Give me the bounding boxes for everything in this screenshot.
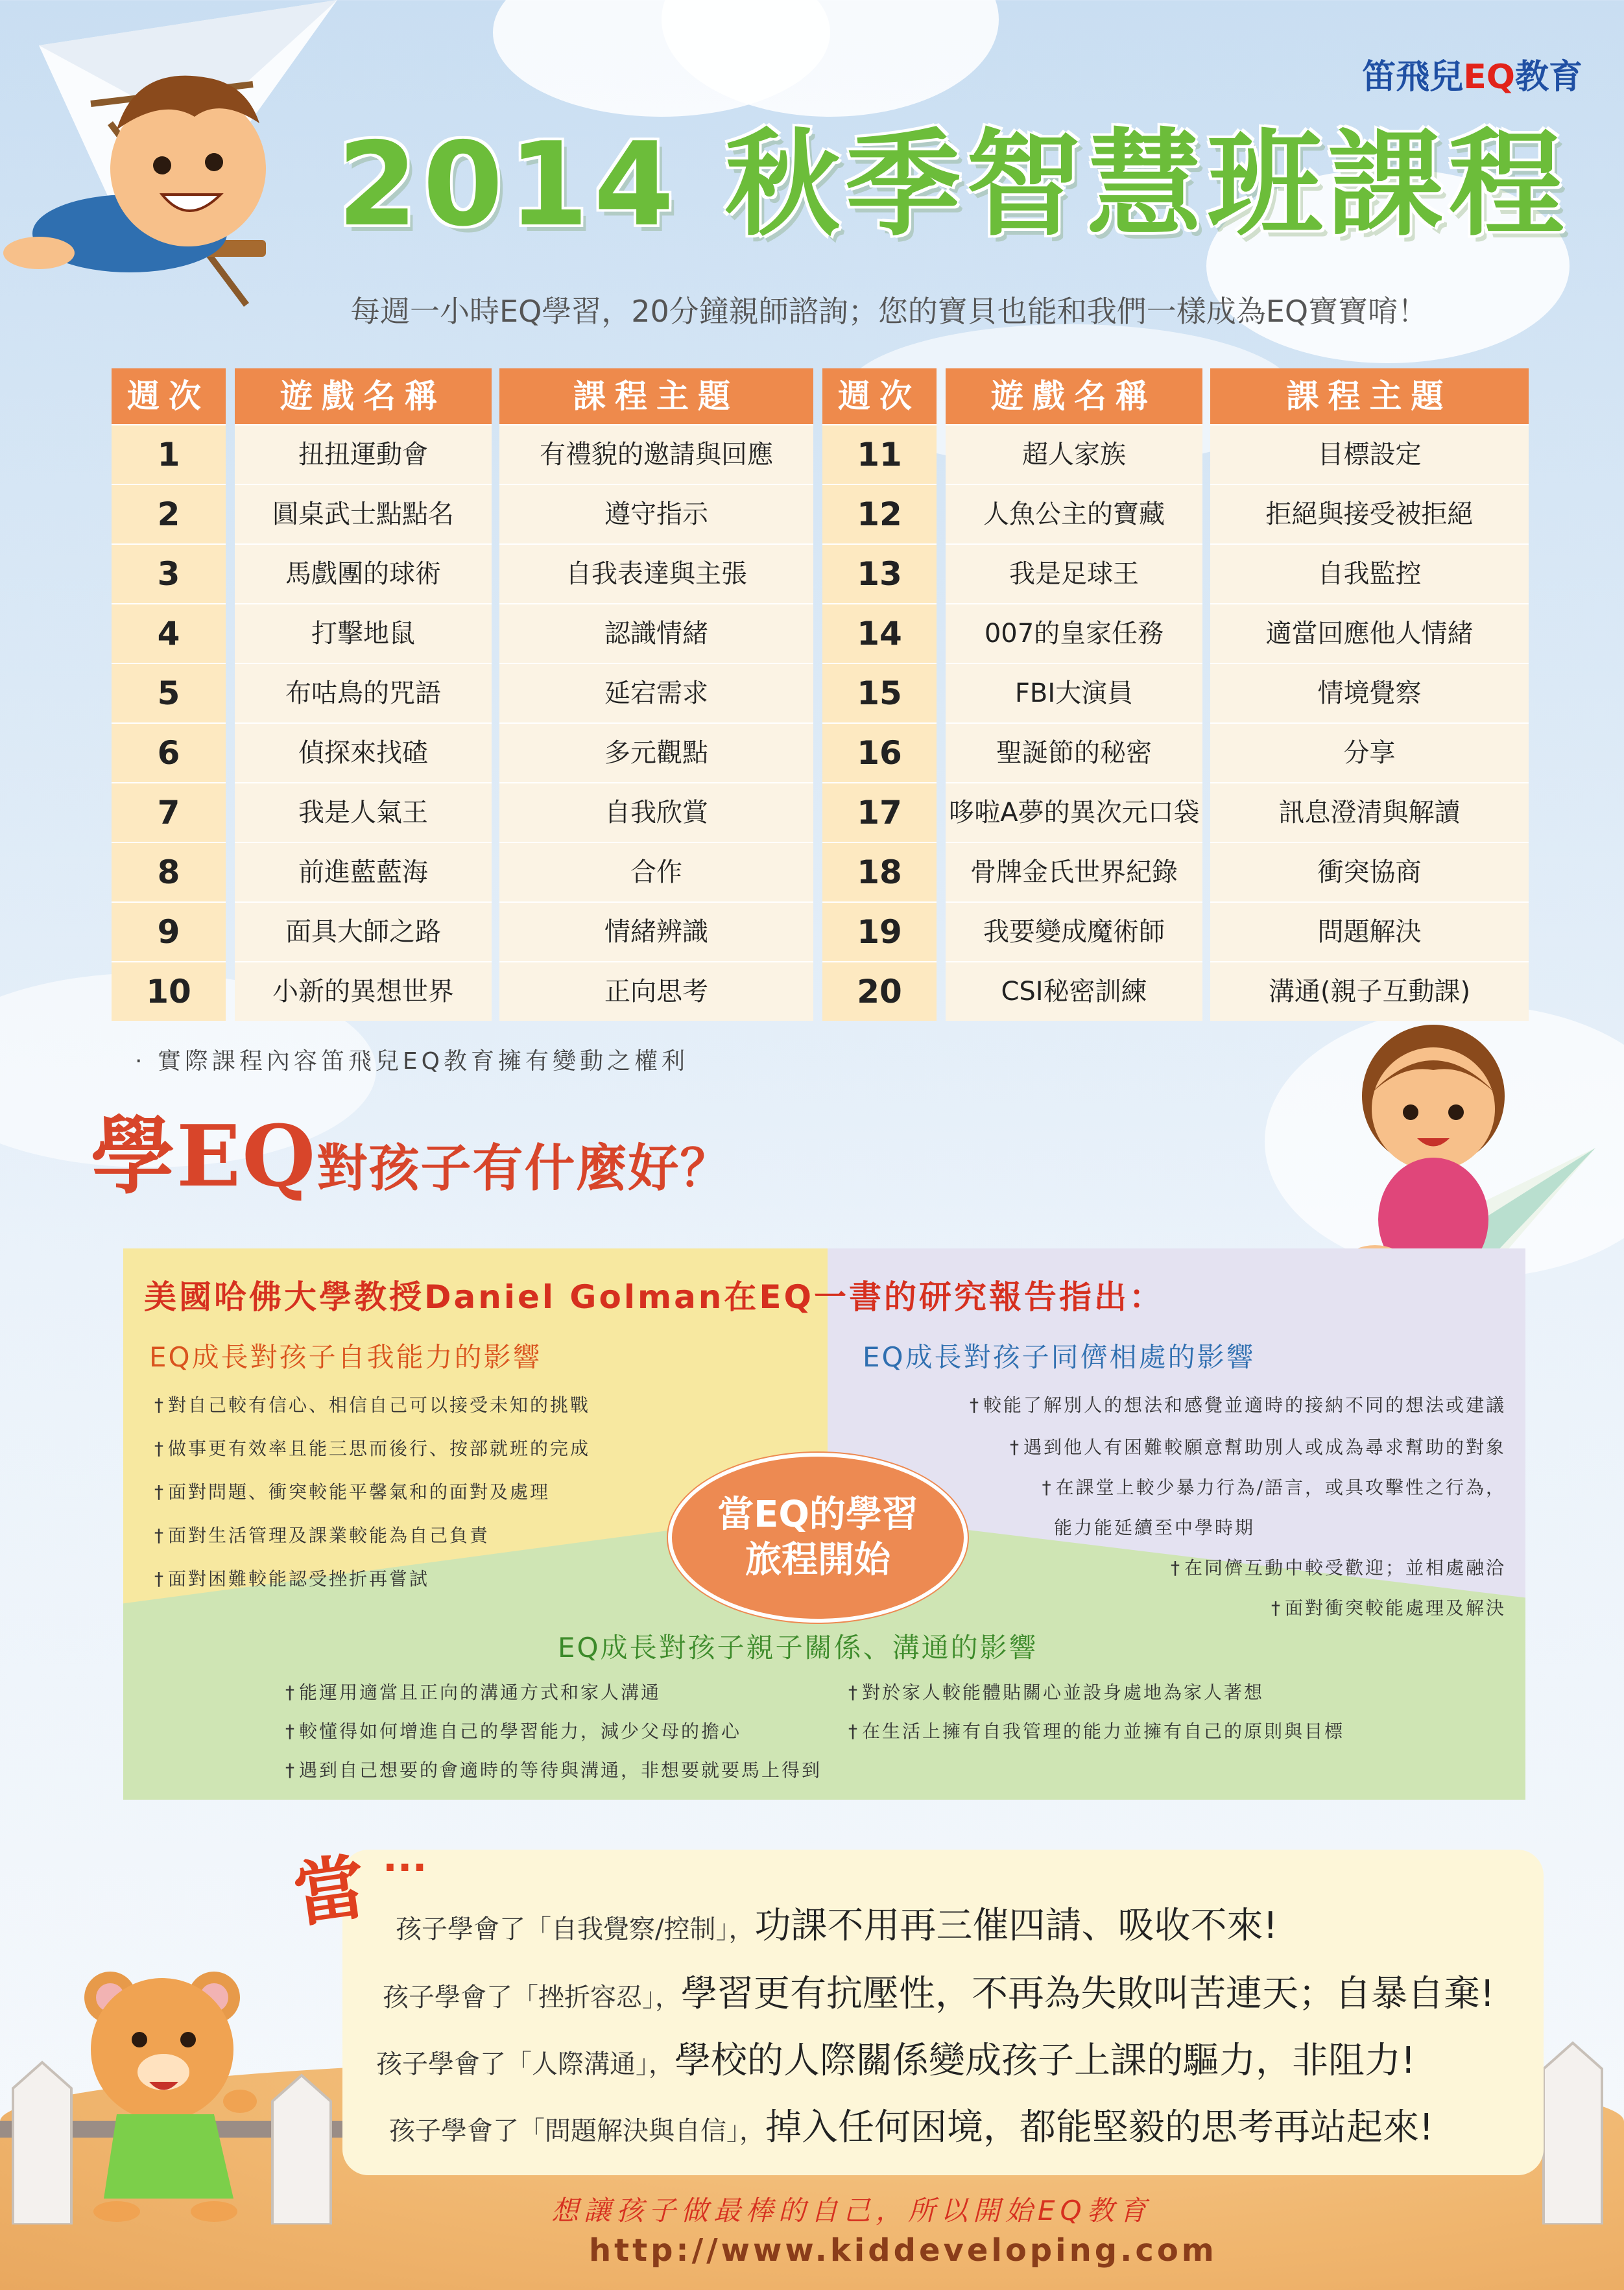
topic-column-right (1210, 368, 1529, 1021)
course-schedule-table (112, 368, 1529, 1017)
game-name-cell: 聖誕節的秘密 (946, 722, 1202, 782)
course-topic-cell: 問題解決 (1210, 901, 1529, 961)
course-topic-cell: 合作 (499, 842, 813, 901)
game-name-cell: 前進藍藍海 (235, 842, 492, 901)
benefit-line (389, 2099, 1433, 2151)
self-ability-item: † 做事更有效率且能三思而後行、按部就班的完成 (154, 1435, 590, 1461)
game-column-left (235, 368, 492, 1021)
center-journey-badge (668, 1453, 968, 1623)
week-number-cell: 7 (112, 782, 226, 842)
peer-relation-item: † 遇到他人有困難較願意幫助別人或成為尋求幫助的對象 (1010, 1433, 1506, 1459)
game-name-cell: 打擊地鼠 (235, 603, 492, 663)
self-ability-item: † 對自己較有信心、相信自己可以接受未知的挑戰 (154, 1391, 590, 1417)
peer-relation-item: † 面對衝突較能處理及解決 (1271, 1594, 1506, 1620)
page-title: 2014 秋季智慧班課程 (337, 117, 1570, 252)
week-number-cell: 3 (112, 543, 226, 603)
footer-slogan: 想讓孩子做最棒的自己，所以開始EQ教育 (551, 2195, 1152, 2226)
family-relation-item: † 在生活上擁有自我管理的能力並擁有自己的原則與目標 (848, 1717, 1344, 1743)
course-topic-cell: 遵守指示 (499, 484, 813, 543)
self-ability-item: † 面對生活管理及課業較能為自己負責 (154, 1521, 490, 1547)
week-column-left (112, 368, 226, 1021)
week-number-cell: 18 (822, 842, 937, 901)
game-name-cell: 偵探來找碴 (235, 722, 492, 782)
table-header-topic: 課程主題 (499, 368, 813, 424)
benefit-result: 掉入任何困境，都能堅毅的思考再站起來! (765, 2106, 1434, 2149)
week-number-cell: 6 (112, 722, 226, 782)
course-topic-cell: 適當回應他人情緒 (1210, 603, 1529, 663)
game-name-cell: 超人家族 (946, 424, 1202, 484)
course-topic-cell: 正向思考 (499, 961, 813, 1021)
game-name-cell: 007的皇家任務 (946, 603, 1202, 663)
week-number-cell: 17 (822, 782, 937, 842)
family-relation-item: † 對於家人較能體貼關心並設身處地為家人著想 (848, 1678, 1264, 1704)
heading-eq: 學EQ (91, 1106, 317, 1206)
week-number-cell: 15 (822, 663, 937, 722)
course-topic-cell: 衝突協商 (1210, 842, 1529, 901)
benefit-result: 學習更有抗壓性，不再為失敗叫苦連天；自暴自棄! (681, 1973, 1495, 2015)
benefit-result: 功課不用再三催四請、吸收不來! (754, 1905, 1278, 1947)
benefit-line (383, 1965, 1494, 2017)
game-name-cell: 馬戲團的球術 (235, 543, 492, 603)
course-topic-cell: 延宕需求 (499, 663, 813, 722)
center-badge-line: 旅程開始 (745, 1539, 890, 1581)
week-number-cell: 20 (822, 961, 937, 1021)
week-number-cell: 12 (822, 484, 937, 543)
course-topic-cell: 自我欣賞 (499, 782, 813, 842)
center-badge-line: 當EQ的學習 (717, 1494, 918, 1536)
table-header-game: 遊戲名稱 (235, 368, 492, 424)
game-name-cell: 我是足球王 (946, 543, 1202, 603)
course-topic-cell: 認識情緒 (499, 603, 813, 663)
week-number-cell: 1 (112, 424, 226, 484)
brand-name-eq: EQ (1463, 58, 1515, 97)
game-name-cell: 圓桌武士點點名 (235, 484, 492, 543)
peer-relation-item: † 在課堂上較少暴力行為/語言，或具攻擊性之行為， (1042, 1473, 1506, 1499)
section-heading-why-eq (91, 1106, 732, 1206)
game-name-cell: 我要變成魔術師 (946, 901, 1202, 961)
when-label: 當 (288, 1844, 371, 1937)
course-topic-cell: 多元觀點 (499, 722, 813, 782)
family-relation-item: † 較懂得如何增進自己的學習能力，減少父母的擔心 (285, 1717, 741, 1743)
peer-relation-item: † 在同儕互動中較受歡迎；並相處融洽 (1171, 1554, 1506, 1580)
table-header-game: 遊戲名稱 (946, 368, 1202, 424)
footer-website-link[interactable]: http://www.kiddeveloping.com (589, 2232, 1217, 2269)
week-number-cell: 13 (822, 543, 937, 603)
game-name-cell: 小新的異想世界 (235, 961, 492, 1021)
benefit-line (376, 2032, 1415, 2084)
game-name-cell: 扭扭運動會 (235, 424, 492, 484)
week-number-cell: 16 (822, 722, 937, 782)
course-topic-cell: 訊息澄清與解讀 (1210, 782, 1529, 842)
benefit-result: 學校的人際關係變成孩子上課的驅力，非阻力! (675, 2040, 1416, 2082)
course-topic-cell: 情境覺察 (1210, 663, 1529, 722)
peer-relation-title: EQ成長對孩子同儕相處的影響 (863, 1341, 1256, 1373)
family-relation-item: † 能運用適當且正向的溝通方式和家人溝通 (285, 1678, 661, 1704)
week-number-cell: 9 (112, 901, 226, 961)
course-topic-cell: 溝通(親子互動課) (1210, 961, 1529, 1021)
course-topic-cell: 目標設定 (1210, 424, 1529, 484)
week-number-cell: 8 (112, 842, 226, 901)
benefit-condition: 孩子學會了「問題解決與自信」， (389, 2116, 765, 2146)
bear-illustration (65, 1952, 285, 2224)
game-column-right (946, 368, 1202, 1021)
topic-column-left (499, 368, 813, 1021)
research-intro: 美國哈佛大學教授Daniel Golman在EQ一書的研究報告指出： (144, 1278, 1165, 1316)
course-topic-cell: 拒絕與接受被拒絕 (1210, 484, 1529, 543)
table-header-week: 週次 (112, 368, 226, 424)
brand-name-suffix: 教育 (1514, 58, 1582, 97)
game-name-cell: FBI大演員 (946, 663, 1202, 722)
self-ability-item: † 面對問題、衝突較能平馨氣和的面對及處理 (154, 1478, 550, 1504)
week-number-cell: 11 (822, 424, 937, 484)
week-column-right (822, 368, 937, 1021)
self-ability-item: † 面對困難較能認受挫折再嘗試 (154, 1565, 429, 1591)
game-name-cell: 布咕鳥的咒語 (235, 663, 492, 722)
course-topic-cell: 有禮貌的邀請與回應 (499, 424, 813, 484)
game-name-cell: CSI秘密訓練 (946, 961, 1202, 1021)
benefit-condition: 孩子學會了「人際溝通」， (376, 2049, 675, 2079)
table-header-topic: 課程主題 (1210, 368, 1529, 424)
when-label-dots: ... (383, 1835, 427, 1881)
brand-logo (1362, 49, 1582, 98)
family-relation-title: EQ成長對孩子親子關係、溝通的影響 (558, 1632, 1038, 1664)
game-name-cell: 哆啦A夢的異次元口袋 (946, 782, 1202, 842)
course-topic-cell: 自我表達與主張 (499, 543, 813, 603)
game-name-cell: 我是人氣王 (235, 782, 492, 842)
benefit-condition: 孩子學會了「挫折容忍」， (383, 1983, 681, 2012)
brand-name-prefix: 笛飛兒 (1362, 58, 1464, 97)
family-relation-item: † 遇到自己想要的會適時的等待與溝通，非想要就要馬上得到 (285, 1756, 822, 1782)
week-number-cell: 19 (822, 901, 937, 961)
peer-relation-item-continued: 能力能延續至中學時期 (1054, 1517, 1256, 1538)
peer-relation-item: † 較能了解別人的想法和感覺並適時的接納不同的想法或建議 (970, 1391, 1506, 1417)
benefit-line (396, 1897, 1278, 1949)
game-name-cell: 面具大師之路 (235, 901, 492, 961)
week-number-cell: 4 (112, 603, 226, 663)
week-number-cell: 2 (112, 484, 226, 543)
course-topic-cell: 自我監控 (1210, 543, 1529, 603)
game-name-cell: 骨牌金氏世界紀錄 (946, 842, 1202, 901)
heading-question: 對孩子有什麼好？ (316, 1139, 732, 1198)
self-ability-title: EQ成長對孩子自我能力的影響 (149, 1341, 542, 1373)
game-name-cell: 人魚公主的寶藏 (946, 484, 1202, 543)
table-header-week: 週次 (822, 368, 937, 424)
week-number-cell: 10 (112, 961, 226, 1021)
course-topic-cell: 情緒辨識 (499, 901, 813, 961)
week-number-cell: 14 (822, 603, 937, 663)
week-number-cell: 5 (112, 663, 226, 722)
course-topic-cell: 分享 (1210, 722, 1529, 782)
paper-plane-boy-illustration (0, 0, 363, 363)
schedule-note: · 實際課程內容笛飛兒EQ教育擁有變動之權利 (135, 1048, 689, 1075)
benefit-condition: 孩子學會了「自我覺察/控制」， (396, 1914, 755, 1944)
page-subtitle: 每週一小時EQ學習，20分鐘親師諮詢；您的寶貝也能和我們一樣成為EQ寶寶唷！ (350, 294, 1428, 329)
